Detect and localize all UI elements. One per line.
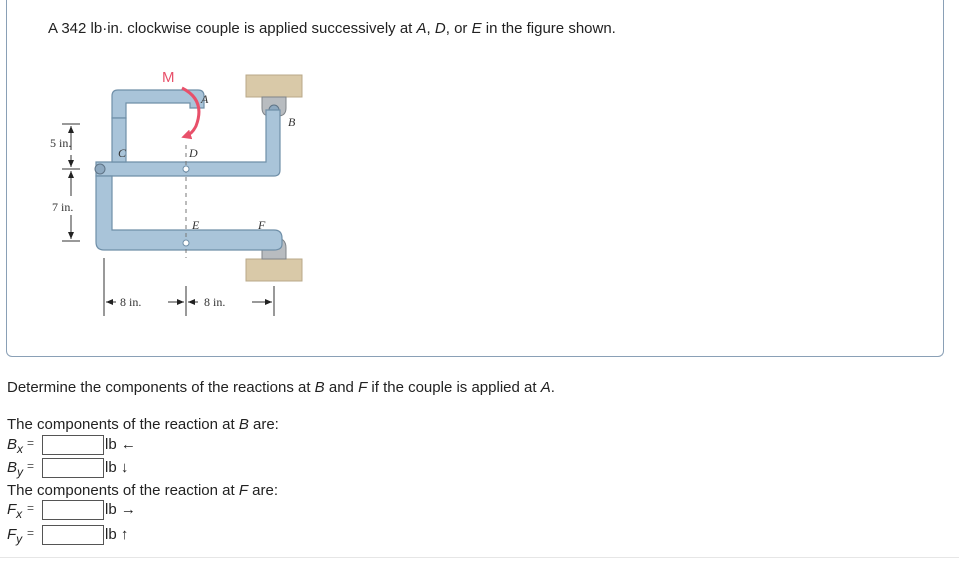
support-f-block bbox=[246, 259, 302, 281]
var-bx-sub: x bbox=[17, 442, 24, 456]
eq-fx: = bbox=[27, 501, 35, 515]
intro-text bbox=[48, 20, 616, 37]
point-e-marker bbox=[183, 240, 189, 246]
question-and: and bbox=[324, 379, 359, 396]
intro-point-e: E bbox=[471, 20, 482, 37]
question-point-b: B bbox=[314, 379, 325, 396]
var-fx bbox=[7, 501, 22, 521]
reaction-f-title-end: are: bbox=[247, 482, 278, 499]
question-point-a: A bbox=[540, 379, 551, 396]
unit-fx: lb → bbox=[105, 501, 136, 518]
intro-part-1: A 342 lb·in. clockwise couple is applied successively at bbox=[48, 20, 417, 37]
frame-figure bbox=[40, 60, 320, 330]
var-bx-symbol: B bbox=[7, 436, 18, 453]
intro-point-a: A bbox=[416, 20, 427, 37]
support-b-block bbox=[246, 75, 302, 97]
fy-input[interactable] bbox=[42, 525, 104, 545]
var-bx bbox=[7, 436, 23, 456]
label-c: C bbox=[118, 146, 127, 160]
by-input[interactable] bbox=[42, 458, 104, 478]
label-b: B bbox=[288, 115, 296, 129]
intro-sep-2: , or bbox=[445, 20, 472, 37]
question-end: . bbox=[550, 379, 555, 396]
question-if: if the couple is applied at bbox=[367, 379, 541, 396]
var-fy-sub: y bbox=[16, 532, 23, 546]
reaction-f-title-text: The components of the reaction at bbox=[7, 482, 239, 499]
var-fy-symbol: F bbox=[7, 526, 17, 543]
label-m: M bbox=[162, 69, 175, 86]
var-fx-symbol: F bbox=[7, 501, 17, 518]
var-by bbox=[7, 459, 23, 479]
unit-bx: lb ← bbox=[105, 436, 136, 453]
question-text bbox=[7, 379, 555, 396]
dim-left-upper-label: 5 in. bbox=[50, 136, 72, 150]
question-part-1: Determine the components of the reactions at bbox=[7, 379, 315, 396]
var-fy bbox=[7, 526, 22, 546]
reaction-b-title bbox=[7, 416, 279, 433]
intro-sep-1: , bbox=[426, 20, 435, 37]
label-d: D bbox=[189, 146, 198, 160]
bx-input[interactable] bbox=[42, 435, 104, 455]
var-fx-sub: x bbox=[16, 507, 23, 521]
label-f: F bbox=[258, 218, 266, 232]
bottom-divider bbox=[0, 557, 959, 558]
unit-fy: lb ↑ bbox=[105, 526, 129, 543]
dim-left-lower-label: 7 in. bbox=[52, 200, 74, 214]
reaction-f-title-point: F bbox=[238, 482, 248, 499]
eq-fy: = bbox=[27, 526, 35, 540]
eq-bx: = bbox=[27, 436, 35, 450]
var-by-symbol: B bbox=[7, 459, 18, 476]
dim-bottom-left-label: 8 in. bbox=[120, 295, 142, 309]
eq-by: = bbox=[27, 459, 35, 473]
intro-part-end: in the figure shown. bbox=[481, 20, 616, 37]
var-by-sub: y bbox=[17, 465, 24, 479]
point-d-marker bbox=[183, 166, 189, 172]
intro-point-d: D bbox=[434, 20, 446, 37]
lower-member bbox=[96, 176, 282, 250]
unit-by: lb ↓ bbox=[105, 459, 129, 476]
reaction-b-title-point: B bbox=[238, 416, 249, 433]
label-e: E bbox=[192, 218, 200, 232]
reaction-b-title-end: are: bbox=[248, 416, 279, 433]
question-point-f: F bbox=[358, 379, 368, 396]
reaction-f-title bbox=[7, 482, 278, 499]
fx-input[interactable] bbox=[42, 500, 104, 520]
pin-c bbox=[95, 164, 105, 174]
dim-bottom-right-label: 8 in. bbox=[204, 295, 226, 309]
reaction-b-title-text: The components of the reaction at bbox=[7, 416, 239, 433]
label-a: A bbox=[201, 92, 209, 106]
